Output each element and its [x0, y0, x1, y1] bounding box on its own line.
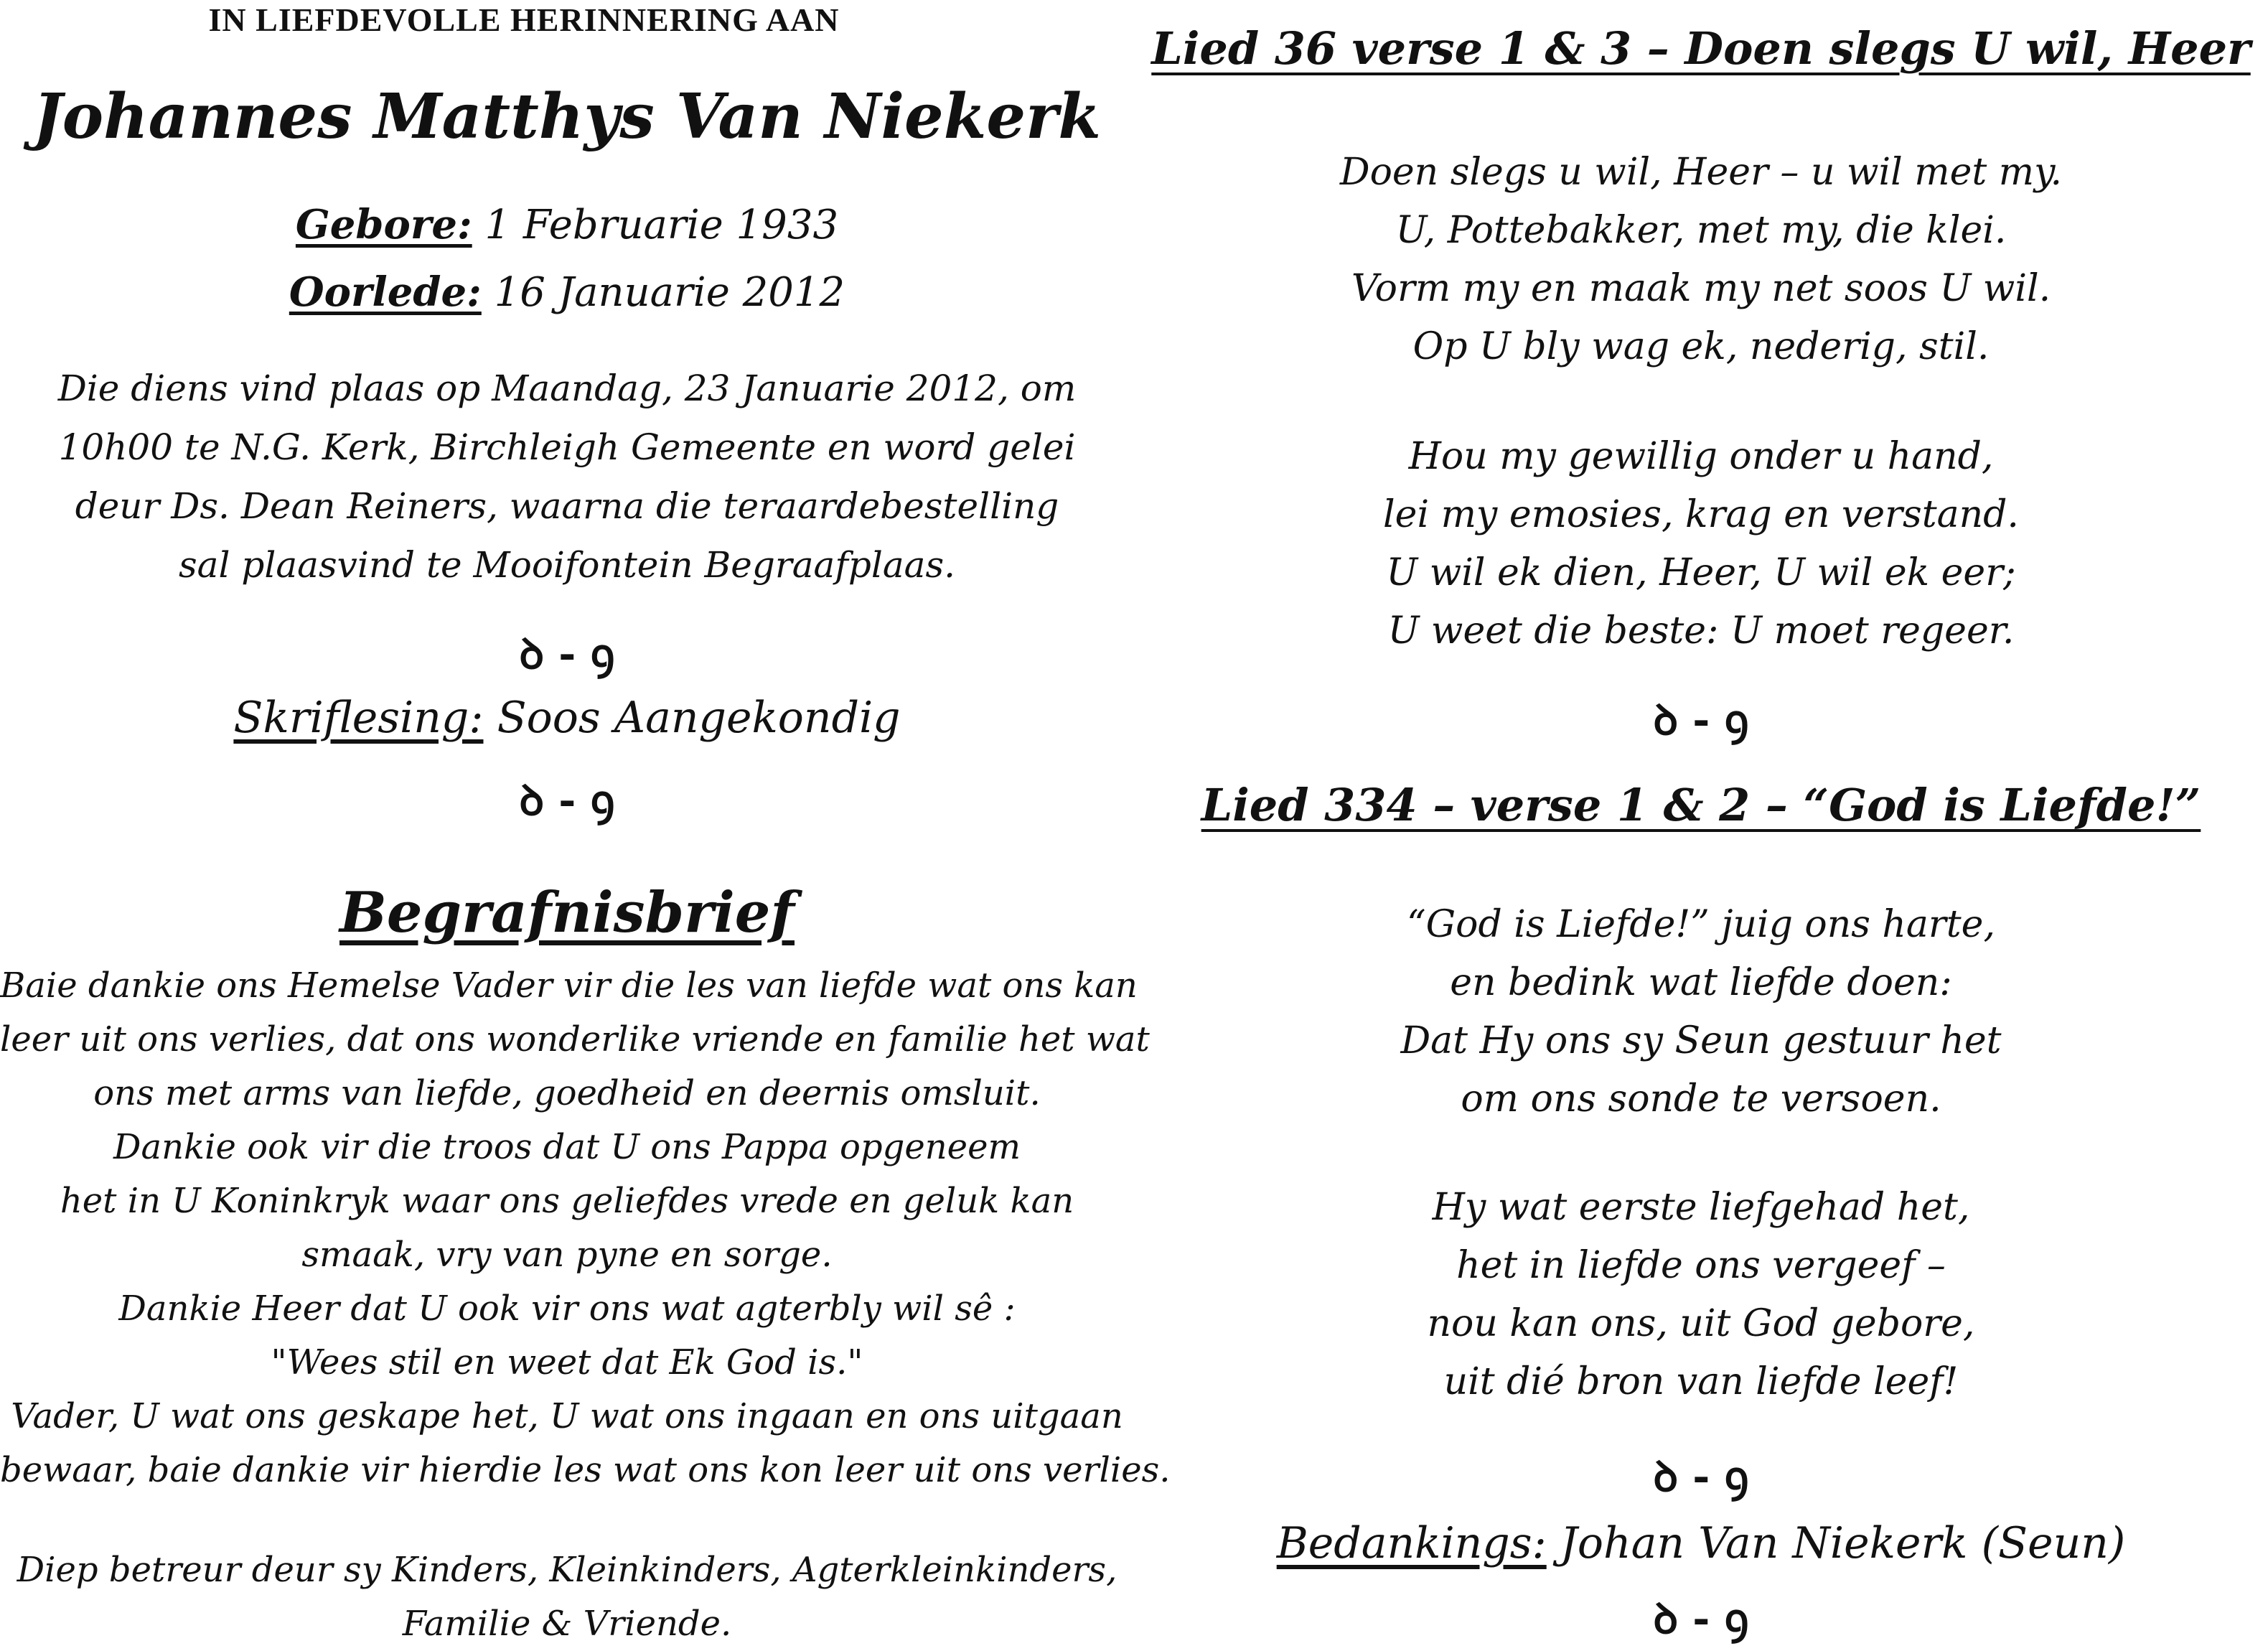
- closing-line: Familie & Vriende.: [402, 1604, 732, 1644]
- reading-value: Soos Aangekondig: [497, 693, 901, 743]
- born-label: Gebore:: [295, 201, 472, 248]
- ornament-divider: ꝺ - ꝯ: [519, 630, 615, 678]
- verse-line: U weet die beste: U moet regeer.: [1387, 609, 2015, 653]
- letter-line: Baie dankie ons Hemelse Vader vir die les van liefde wat ons kan: [0, 965, 1138, 1006]
- verse-line: U, Pottebakker, met my, die klei.: [1395, 209, 2007, 252]
- born-value: 1 Februarie 1933: [484, 202, 839, 248]
- reading-label: Skriflesing:: [233, 693, 484, 743]
- funeral-letter: [0, 959, 1171, 1497]
- closing-line: Diep betreur deur sy Kinders, Kleinkinders, Agterkleinkinders,: [17, 1550, 1117, 1590]
- ornament-divider: ꝺ - ꝯ: [1653, 696, 1749, 744]
- letter-line: Dankie ook vir die troos dat U ons Pappa opgeneem: [113, 1127, 1021, 1167]
- right-page: [1134, 0, 2268, 1642]
- letter-line: het in U Koninkryk waar ons geliefdes vrede en geluk kan: [60, 1181, 1074, 1221]
- verse-line: “God is Liefde!” juig ons harte,: [1407, 903, 1995, 946]
- verse-line: Dat Hy ons sy Seun gestuur het: [1400, 1019, 2002, 1062]
- verse-line: U wil ek dien, Heer, U wil ek eer;: [1386, 551, 2016, 594]
- hymn2-stanza1: [1134, 896, 2268, 1128]
- verse-line: Doen slegs u wil, Heer – u wil met my.: [1339, 151, 2063, 194]
- death-date-line: [0, 267, 1134, 318]
- verse-line: het in liefde ons vergeef –: [1456, 1244, 1946, 1287]
- died-label: Oorlede:: [289, 268, 482, 316]
- ornament-divider: ꝺ - ꝯ: [1653, 1452, 1749, 1501]
- verse-line: uit dié bron van liefde leef!: [1443, 1360, 1959, 1403]
- thanks-label: Bedankings:: [1276, 1518, 1547, 1568]
- died-value: 16 Januarie 2012: [494, 269, 845, 316]
- scripture-reading: [0, 689, 1134, 747]
- hymn1-stanza1: [1134, 144, 2268, 376]
- hymn1-title: Lied 36 verse 1 & 3 – Doen slegs U wil, Heer: [1151, 22, 2251, 75]
- verse-line: en bedink wat liefde doen:: [1450, 961, 1952, 1004]
- letter-line: ons met arms van liefde, goedheid en deernis omsluit.: [93, 1073, 1041, 1113]
- verse-line: om ons sonde te versoen.: [1461, 1077, 1941, 1121]
- verse-line: Hy wat eerste liefgehad het,: [1432, 1186, 1970, 1229]
- verse-line: Hou my gewillig onder u hand,: [1408, 435, 1994, 478]
- service-line: 10h00 te N.G. Kerk, Birchleigh Gemeente en word gelei: [58, 426, 1076, 468]
- hymn2-stanza2: [1134, 1179, 2268, 1411]
- hymn1-stanza2: [1134, 428, 2268, 660]
- letter-line: Vader, U wat ons geskape het, U wat ons ingaan en ons uitgaan: [11, 1396, 1123, 1436]
- thanks-value: Johan Van Niekerk (Seun): [1560, 1518, 2126, 1568]
- hymn2-title: Lied 334 – verse 1 & 2 – “God is Liefde!”: [1201, 779, 2201, 831]
- acknowledgements: [1134, 1515, 2268, 1572]
- service-line: deur Ds. Dean Reiners, waarna die teraardebestelling: [75, 485, 1059, 527]
- verse-line: Vorm my en maak my net soos U wil.: [1351, 267, 2051, 310]
- letter-heading: Begrafnisbrief: [339, 880, 795, 945]
- deceased-name: Johannes Matthys Van Niekerk: [33, 80, 1101, 153]
- closing-note: [0, 1543, 1134, 1651]
- verse-line: nou kan ons, uit God gebore,: [1427, 1302, 1975, 1345]
- letter-line: smaak, vry van pyne en sorge.: [301, 1235, 833, 1275]
- letter-line: Dankie Heer dat U ook vir ons wat agterbly wil sê :: [118, 1288, 1016, 1329]
- letter-line: bewaar, baie dankie vir hierdie les wat ons kon leer uit ons verlies.: [0, 1450, 1171, 1490]
- service-details: [0, 359, 1134, 594]
- ornament-divider: ꝺ - ꝯ: [519, 776, 615, 825]
- letter-line: leer uit ons verlies, dat ons wonderlike vriende en familie het wat: [0, 1019, 1150, 1060]
- verse-line: Op U bly wag ek, nederig, stil.: [1412, 325, 1990, 368]
- letter-line: "Wees stil en weet dat Ek God is.": [271, 1342, 863, 1383]
- verse-line: lei my emosies, krag en verstand.: [1383, 493, 2019, 536]
- ornament-divider: ꝺ - ꝯ: [1653, 1594, 1749, 1643]
- memorial-header: IN LIEFDEVOLLE HERINNERING AAN: [208, 1, 840, 38]
- service-line: sal plaasvind te Mooifontein Begraafplaas.: [178, 544, 956, 586]
- birth-date-line: [0, 200, 1134, 251]
- service-line: Die diens vind plaas op Maandag, 23 Januarie 2012, om: [57, 368, 1077, 409]
